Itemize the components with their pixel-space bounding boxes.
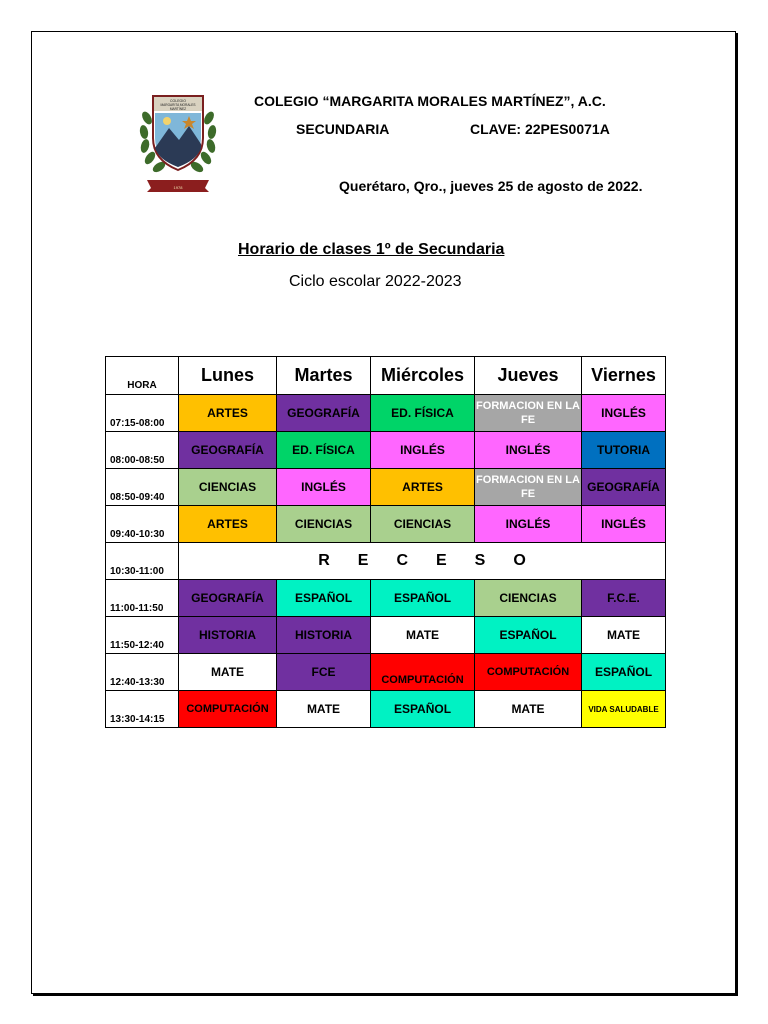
time-slot: 11:50-12:40	[106, 617, 179, 654]
subject-cell: INGLÉS	[582, 395, 666, 432]
school-name: COLEGIO “MARGARITA MORALES MARTÍNEZ”, A.C.	[254, 93, 606, 109]
subject-cell: ESPAÑOL	[371, 691, 475, 728]
subject-cell: ESPAÑOL	[582, 654, 666, 691]
subject-cell: MATE	[475, 691, 582, 728]
place-date: Querétaro, Qro., jueves 25 de agosto de 2022.	[339, 178, 643, 194]
day-header-jueves: Jueves	[475, 357, 582, 395]
subject-cell: ESPAÑOL	[371, 580, 475, 617]
school-crest-logo	[137, 88, 219, 194]
subject-cell: COMPUTACIÓN	[371, 654, 475, 691]
subject-cell: F.C.E.	[582, 580, 666, 617]
time-slot: 13:30-14:15	[106, 691, 179, 728]
subject-cell: INGLÉS	[582, 506, 666, 543]
table-row	[106, 580, 666, 617]
recess-letter: E	[357, 552, 369, 569]
subject-cell: CIENCIAS	[475, 580, 582, 617]
table-row	[106, 617, 666, 654]
day-header-viernes: Viernes	[582, 357, 666, 395]
subject-cell: CIENCIAS	[179, 469, 277, 506]
subject-cell: ESPAÑOL	[277, 580, 371, 617]
subject-cell: FORMACION EN LA FE	[475, 469, 582, 506]
schedule-body	[106, 395, 666, 728]
subject-cell: ED. FÍSICA	[371, 395, 475, 432]
subject-cell: INGLÉS	[371, 432, 475, 469]
crest-text-line-1: COLEGIO	[170, 99, 186, 103]
table-header-row	[106, 357, 666, 395]
subject-cell: ARTES	[371, 469, 475, 506]
subject-cell: COMPUTACIÓN	[179, 691, 277, 728]
subject-cell: GEOGRAFÍA	[582, 469, 666, 506]
recess-cell	[179, 543, 666, 580]
table-row	[106, 543, 666, 580]
subject-cell: COMPUTACIÓN	[475, 654, 582, 691]
subject-cell: GEOGRAFÍA	[277, 395, 371, 432]
school-level: SECUNDARIA	[296, 121, 390, 137]
recess-letter: S	[474, 552, 486, 569]
recess-letter: R	[318, 552, 330, 569]
schedule-title: Horario de clases 1º de Secundaria	[238, 241, 505, 258]
table-row	[106, 506, 666, 543]
table-row	[106, 432, 666, 469]
subject-cell: FCE	[277, 654, 371, 691]
recess-letter: O	[513, 552, 526, 569]
subject-cell: MATE	[179, 654, 277, 691]
table-row	[106, 691, 666, 728]
hora-header: HORA	[106, 357, 179, 395]
subject-cell: ESPAÑOL	[475, 617, 582, 654]
subject-cell: ARTES	[179, 506, 277, 543]
subject-cell: ED. FÍSICA	[277, 432, 371, 469]
recess-letter: C	[396, 552, 408, 569]
schedule-table	[105, 356, 666, 728]
subject-cell: HISTORIA	[179, 617, 277, 654]
subject-cell: ARTES	[179, 395, 277, 432]
time-slot: 09:40-10:30	[106, 506, 179, 543]
table-row	[106, 469, 666, 506]
subject-cell: GEOGRAFÍA	[179, 580, 277, 617]
crest-text-line-2: MARGARITA MORALES	[160, 103, 196, 107]
subject-cell: GEOGRAFÍA	[179, 432, 277, 469]
time-slot: 07:15-08:00	[106, 395, 179, 432]
day-header-lunes: Lunes	[179, 357, 277, 395]
time-slot: 08:00-08:50	[106, 432, 179, 469]
time-slot: 11:00-11:50	[106, 580, 179, 617]
table-row	[106, 395, 666, 432]
subject-cell: INGLÉS	[475, 432, 582, 469]
subject-cell: INGLÉS	[475, 506, 582, 543]
time-slot: 12:40-13:30	[106, 654, 179, 691]
school-year: Ciclo escolar 2022-2023	[289, 273, 462, 290]
crest-banner-year: 1978	[173, 185, 183, 190]
subject-cell: FORMACION EN LA FE	[475, 395, 582, 432]
subject-cell: CIENCIAS	[277, 506, 371, 543]
table-row	[106, 654, 666, 691]
time-slot: 08:50-09:40	[106, 469, 179, 506]
subject-cell: CIENCIAS	[371, 506, 475, 543]
recess-letter: E	[436, 552, 447, 569]
day-header-martes: Martes	[277, 357, 371, 395]
time-slot: 10:30-11:00	[106, 543, 179, 580]
crest-text-line-3: MARTÍNEZ	[169, 107, 187, 111]
school-clave: CLAVE: 22PES0071A	[470, 121, 610, 137]
subject-cell: VIDA SALUDABLE	[582, 691, 666, 728]
day-header-miercoles: Miércoles	[371, 357, 475, 395]
subject-cell: MATE	[582, 617, 666, 654]
subject-cell: HISTORIA	[277, 617, 371, 654]
subject-cell: MATE	[371, 617, 475, 654]
subject-cell: INGLÉS	[277, 469, 371, 506]
subject-cell: TUTORIA	[582, 432, 666, 469]
subject-cell: MATE	[277, 691, 371, 728]
